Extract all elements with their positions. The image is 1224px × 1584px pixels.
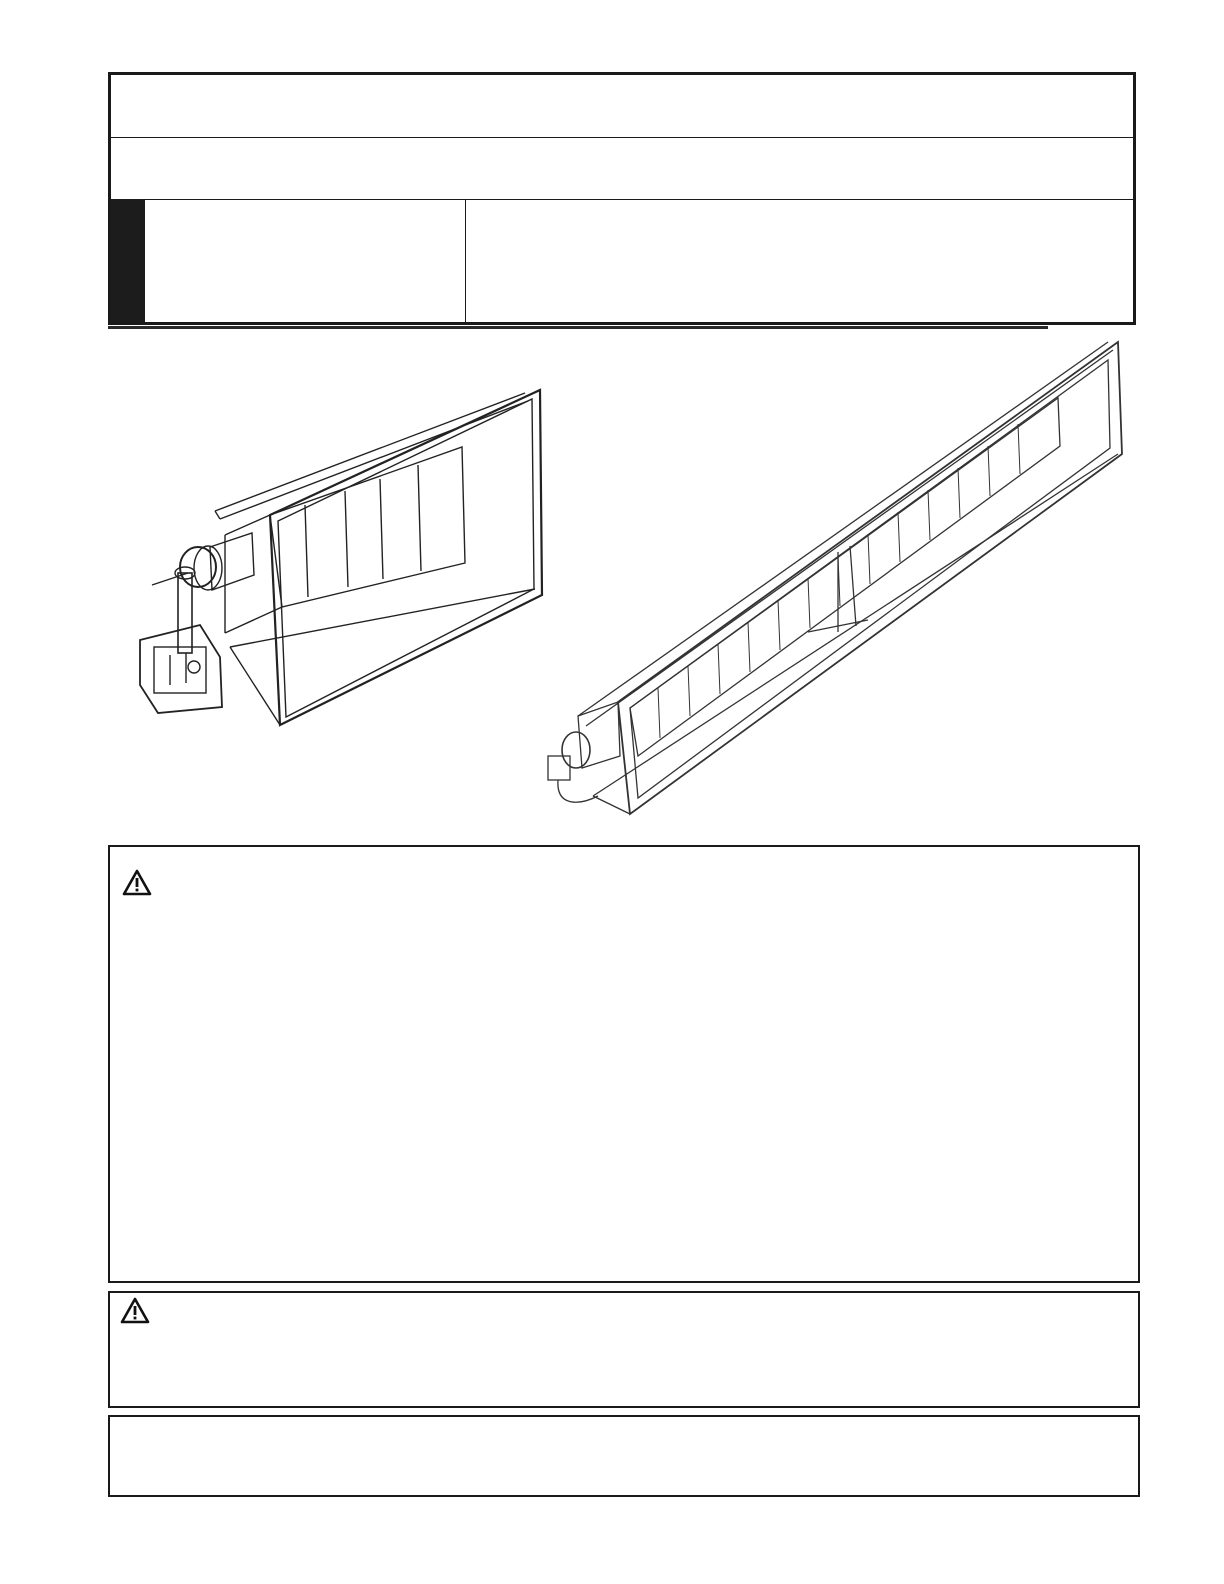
- radiant-heater-short-illustration: [130, 385, 550, 730]
- header-divider: [465, 199, 466, 322]
- header-title-row: [111, 75, 1133, 138]
- header-box: [108, 72, 1136, 325]
- warning-box-primary: [108, 845, 1140, 1283]
- header-subtitle-row: [111, 137, 1133, 200]
- notice-box: [108, 1415, 1140, 1497]
- warning-triangle-icon: [122, 869, 152, 897]
- warning-box-secondary: [108, 1291, 1140, 1408]
- header-info-row: [111, 199, 1133, 322]
- header-rule: [108, 326, 1048, 329]
- radiant-heater-long-illustration: [538, 336, 1128, 822]
- section-tab: [111, 199, 145, 322]
- warning-triangle-icon: [120, 1297, 150, 1325]
